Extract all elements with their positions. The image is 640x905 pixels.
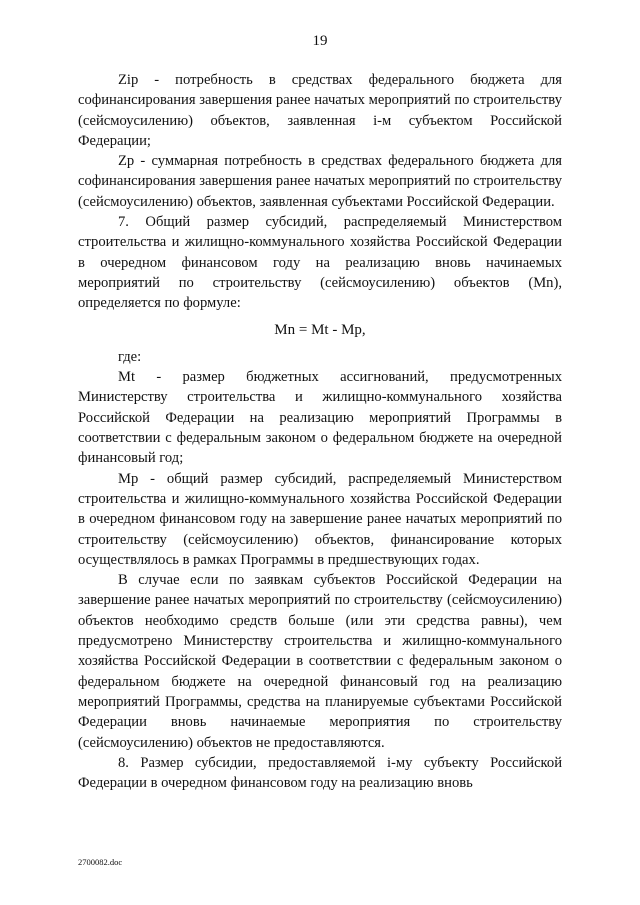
paragraph-item-8: 8. Размер субсидии, предоставляемой i-му субъекту Российской Федерации в очередном финансовом году на реализацию вновь — [78, 754, 562, 792]
paragraph-zp: Zp - суммарная потребность в средствах федерального бюджета для софинансирования завершения ранее начатых мероприятий по строительству (сейсмоусилению) объектов, заявленная субъектами Российской Федерации. — [78, 153, 562, 210]
where-label: где: — [118, 348, 142, 365]
paragraph-mt: Mt - размер бюджетных ассигнований, предусмотренных Министерству строительства и жилищно-коммунального хозяйства Российской Федерации на реализацию мероприятий Программы в соответствии с федеральным законом о федеральном бюджете на очередной финансовый год; — [78, 369, 562, 467]
paragraph-mp: Mp - общий размер субсидий, распределяемый Министерством строительства и жилищно-коммунального хозяйства Российской Федерации в очередном финансовом году на завершение ранее начатых мероприятий по строительству (сейсмоусилению) объектов, финансирование которых осуществлялось в рамках Программы в предшествующих годах. — [78, 470, 562, 568]
paragraph-case: В случае если по заявкам субъектов Российской Федерации на завершение ранее начатых мероприятий по строительству (сейсмоусилению) объектов необходимо средств больше (или эти средства равны), чем предусмотрено Министерству строительства и жилищно-коммунального хозяйства Российской Федерации в соответствии с федеральным законом о федеральном бюджете на очередной финансовый год на реализацию мероприятий Программы, средства на планируемые субъектами Российской Федерации вновь начинаемые мероприятия по строительству (сейсмоусилению) объектов не предоставляются. — [78, 572, 562, 751]
document-body — [78, 70, 562, 793]
paragraph-item-7: 7. Общий размер субсидий, распределяемый Министерством строительства и жилищно-коммунального хозяйства Российской Федерации в очередном финансовом году на реализацию вновь начинаемых мероприятий по строительству (сейсмоусилению) объектов (Mn), определяется по формуле: — [78, 214, 562, 312]
paragraph-zip: Zip - потребность в средствах федерального бюджета для софинансирования завершения ранее начатых мероприятий по строительству (сейсмоусилению) объектов, заявленная i-м субъектом Российской Федерации; — [78, 72, 562, 149]
formula: Mn = Mt - Mp, — [274, 321, 366, 338]
footer-filename: 2700082.doc — [78, 857, 123, 867]
page-number: 19 — [312, 33, 328, 49]
